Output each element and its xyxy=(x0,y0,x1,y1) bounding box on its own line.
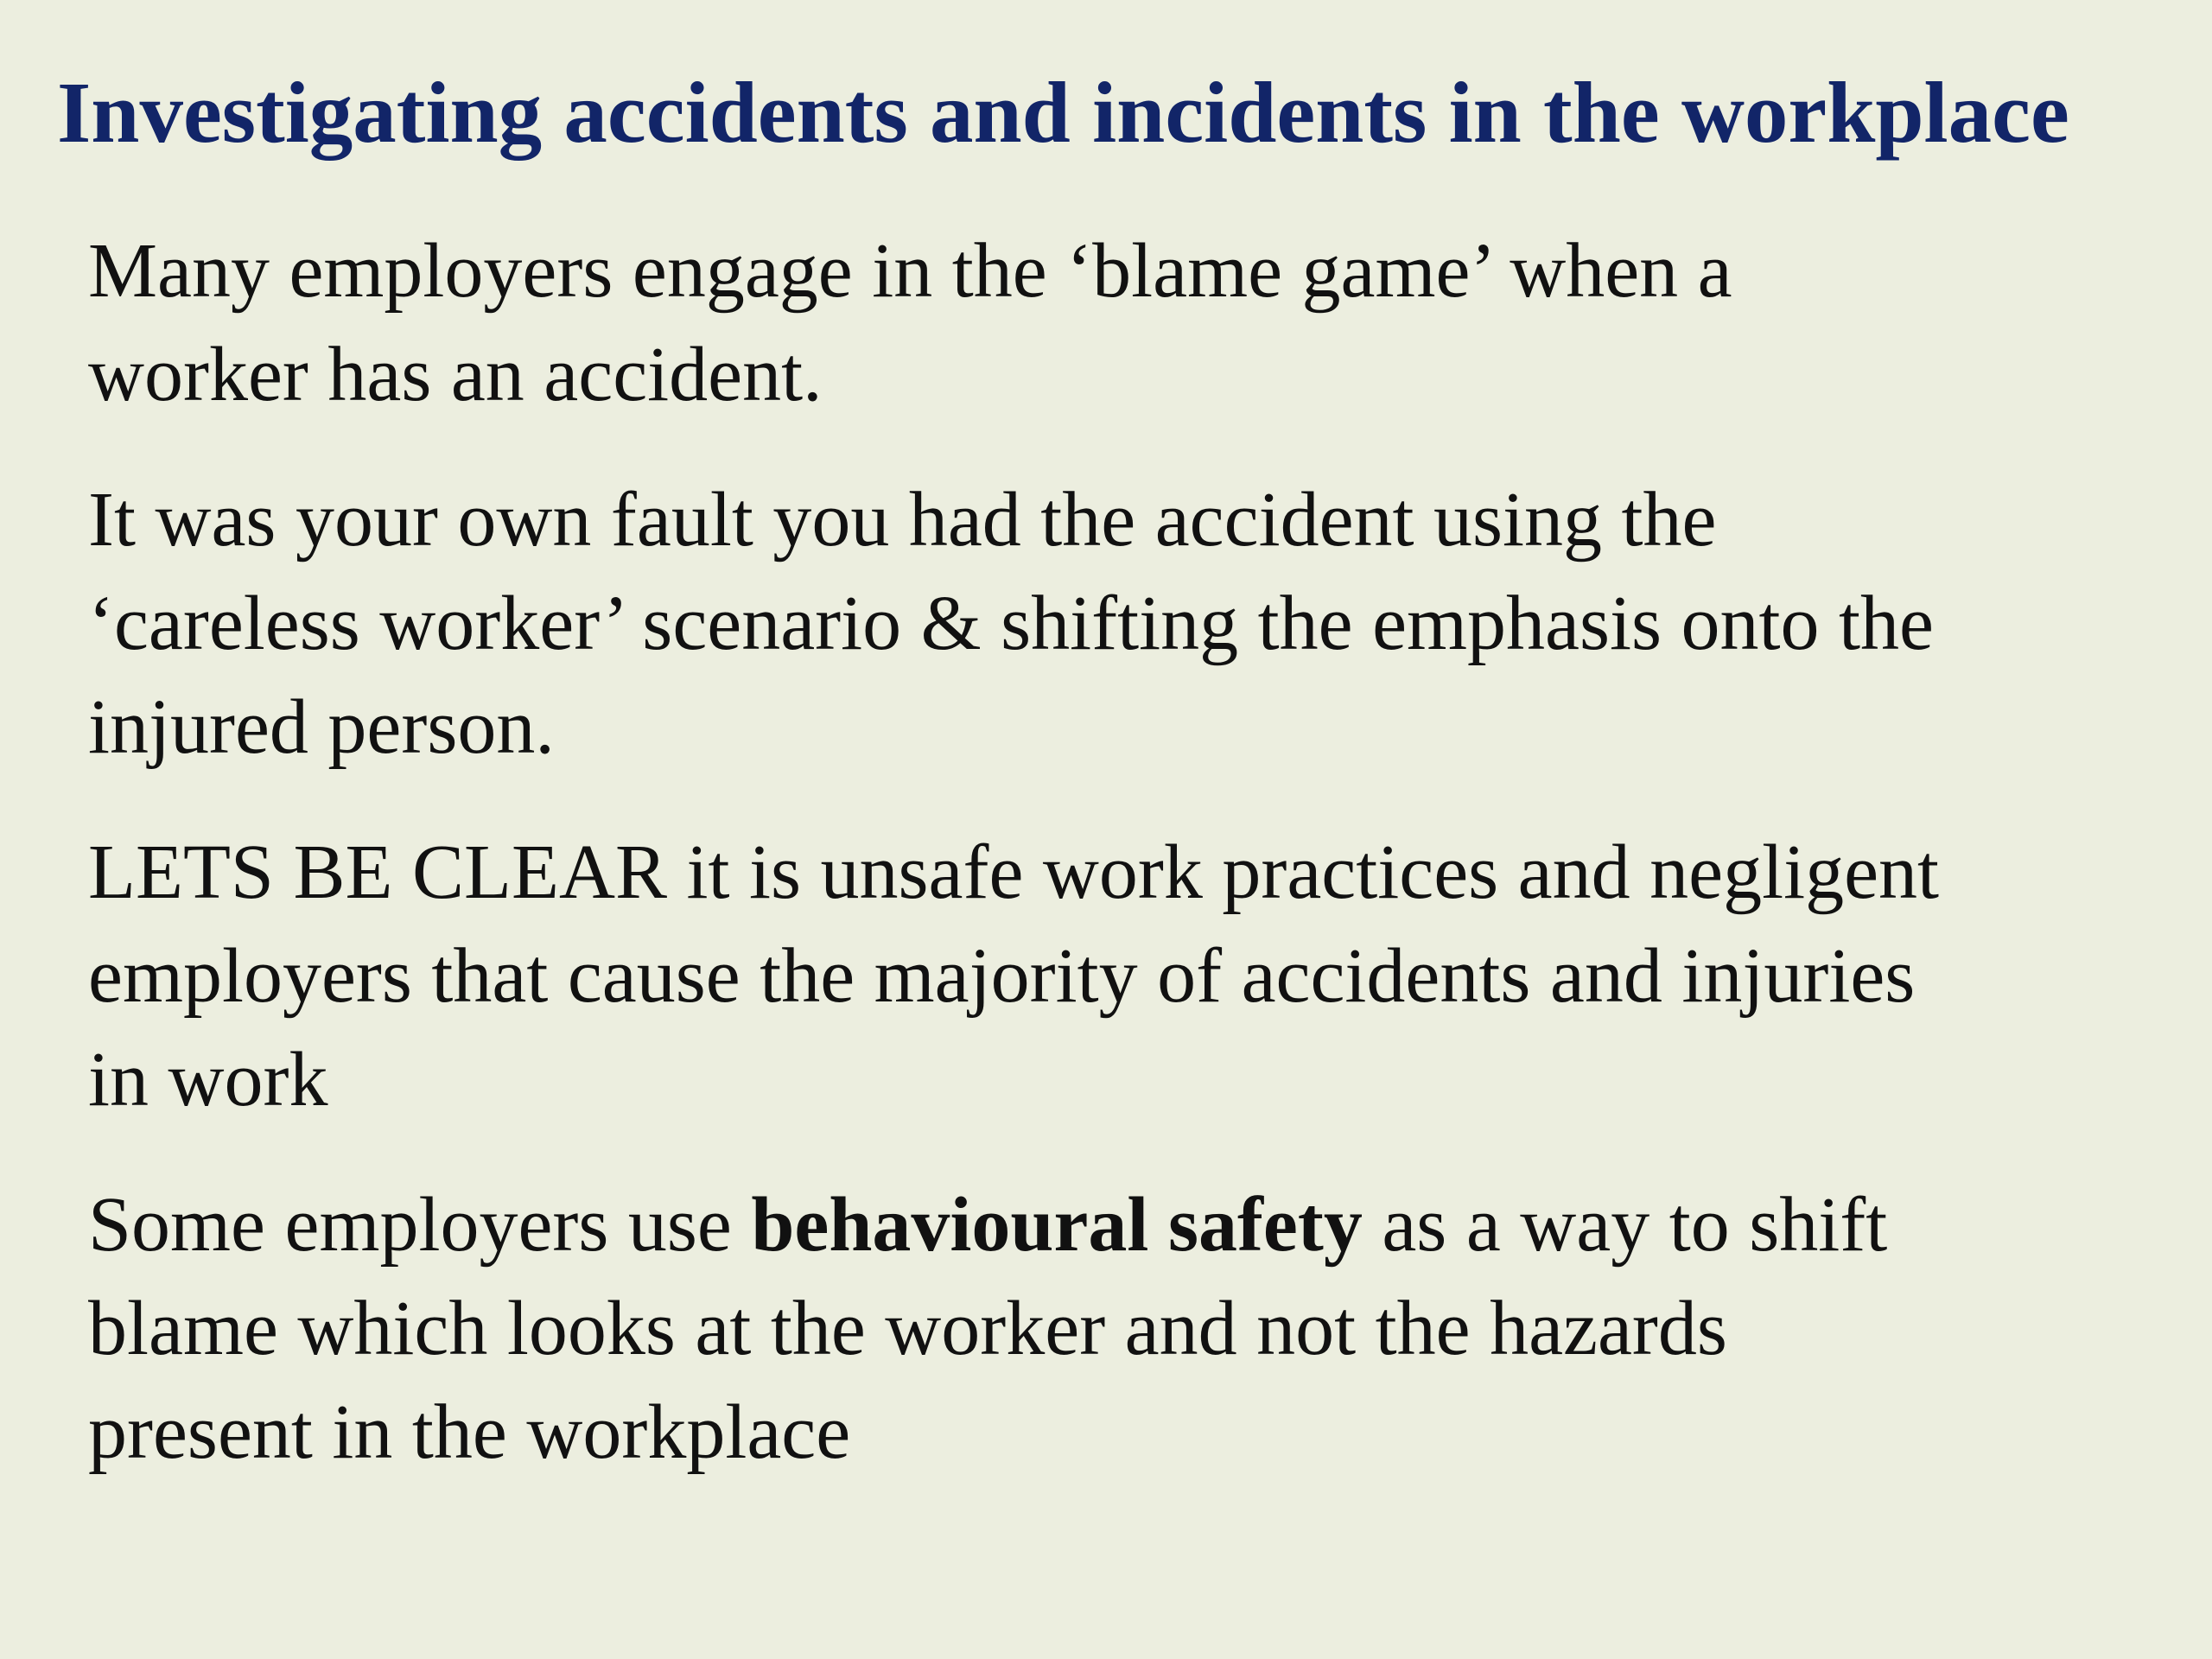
bold-term-behavioural-safety: behavioural safety xyxy=(751,1182,1363,1268)
paragraph-behavioural-safety xyxy=(88,1173,2196,1484)
paragraph-careless-worker xyxy=(88,468,2196,779)
text-line: LETS BE CLEAR it is unsafe work practices and negligent xyxy=(88,830,1940,915)
text-line: employers that cause the majority of accidents and injuries xyxy=(88,933,1916,1019)
text-line: present in the workplace xyxy=(88,1389,851,1475)
text-line: in work xyxy=(88,1037,328,1122)
text-line: worker has an accident. xyxy=(88,332,823,417)
text-line: ‘careless worker’ scenario & shifting the emphasis onto the xyxy=(88,581,1935,666)
paragraph-lets-be-clear xyxy=(88,821,2196,1132)
text-line xyxy=(88,1173,2196,1277)
text-segment: Some employers use xyxy=(88,1182,752,1268)
slide-title: Investigating accidents and incidents in the workplace xyxy=(57,64,2069,161)
text-line: blame which looks at the worker and not the hazards xyxy=(88,1286,1727,1371)
paragraph-blame-game xyxy=(88,219,2196,427)
text-line: Many employers engage in the ‘blame game’ when a xyxy=(88,228,1732,314)
text-line: injured person. xyxy=(88,684,555,770)
slide-body xyxy=(88,219,2196,1526)
text-segment: as a way to shift xyxy=(1362,1182,1888,1268)
text-line: It was your own fault you had the accident using the xyxy=(88,477,1717,563)
